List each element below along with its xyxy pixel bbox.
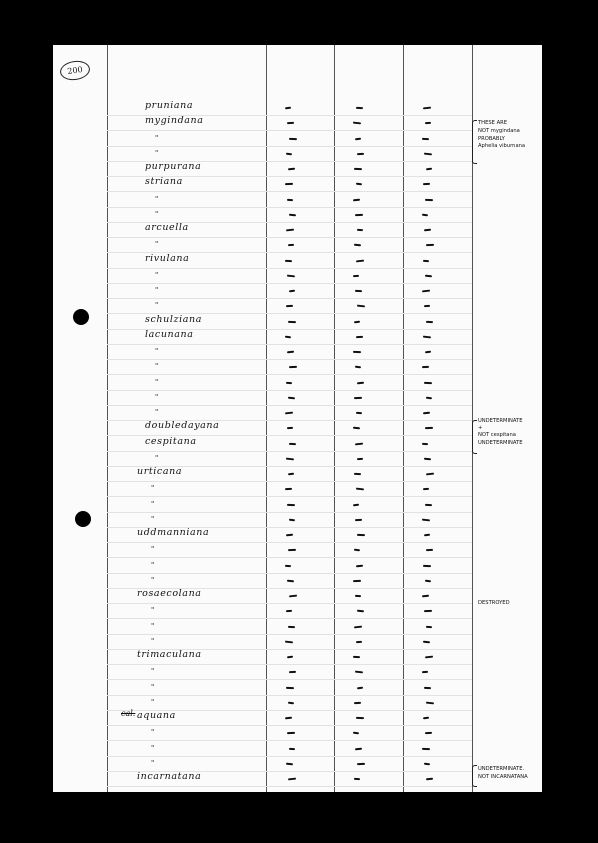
- ruled-line: [107, 634, 472, 635]
- ditto-mark: ": [155, 209, 159, 218]
- tally-dash: [286, 686, 294, 688]
- ruled-line: [107, 664, 472, 665]
- note-brace-2: [472, 420, 477, 454]
- tally-dash: [289, 518, 295, 520]
- tally-dash: [354, 625, 362, 627]
- species-name: mygindana: [145, 115, 204, 127]
- ditto-mark: ": [155, 453, 159, 462]
- ruled-line: [107, 146, 472, 147]
- ditto-mark: ": [151, 484, 155, 493]
- ditto-mark: ": [151, 667, 155, 676]
- ruled-line: [107, 618, 472, 619]
- tally-dash: [357, 458, 363, 460]
- tally-dash: [285, 335, 291, 337]
- tally-dash: [354, 320, 360, 322]
- ruled-line: [107, 374, 472, 375]
- tally-dash: [356, 717, 364, 719]
- ditto-mark: ": [155, 377, 159, 386]
- tally-dash: [425, 579, 431, 581]
- ruled-line: [107, 268, 472, 269]
- tally-dash: [424, 381, 432, 383]
- tally-dash: [422, 747, 430, 749]
- tally-dash: [423, 259, 429, 261]
- ruled-line: [107, 390, 472, 391]
- tally-dash: [357, 534, 365, 536]
- tally-dash: [355, 290, 362, 292]
- tally-dash: [422, 213, 428, 215]
- tally-dash: [423, 564, 431, 566]
- note-not-mygindana: THESE ARE NOT mygindana PROBABLY Aphelia viburnana: [478, 120, 526, 150]
- struck-out-word: cal.: [121, 709, 136, 718]
- ditto-mark: ": [155, 270, 159, 279]
- ruled-line: [107, 786, 472, 787]
- tally-dash: [354, 473, 361, 475]
- tally-dash: [288, 625, 295, 627]
- tally-dash: [422, 518, 430, 520]
- note-undeterminate-cespitana: UNDETERMINATE + NOT cespitana UNDETERMINATE: [478, 418, 523, 446]
- ruled-line: [107, 359, 472, 360]
- tally-dash: [288, 396, 295, 398]
- tally-dash: [426, 701, 434, 703]
- species-name: arcuella: [145, 222, 189, 233]
- species-name: rosaecolana: [137, 588, 202, 599]
- ruled-line: [107, 512, 472, 513]
- ditto-mark: ": [151, 560, 155, 569]
- tally-dash: [426, 320, 433, 322]
- tally-dash: [357, 763, 365, 765]
- tally-dash: [357, 153, 364, 155]
- tally-dash: [289, 747, 295, 749]
- tally-dash: [286, 381, 292, 383]
- tally-dash: [354, 168, 362, 170]
- tally-dash: [423, 640, 430, 642]
- ruled-line: [107, 344, 472, 345]
- ruled-line: [107, 603, 472, 604]
- ditto-mark: ": [151, 575, 155, 584]
- tally-dash: [287, 503, 295, 505]
- species-name: uddmanniana: [137, 527, 210, 538]
- ruled-line: [107, 130, 472, 131]
- note-not-incarnatana: UNDETERMINATE. NOT INCARNATANA: [478, 766, 528, 780]
- species-name: doubledayana: [145, 420, 220, 432]
- tally-dash: [353, 198, 360, 200]
- tally-dash: [289, 213, 296, 215]
- ditto-mark: ": [151, 697, 155, 706]
- ruled-line: [107, 298, 472, 299]
- tally-dash: [354, 702, 361, 704]
- tally-dash: [286, 762, 293, 764]
- tally-dash: [286, 457, 294, 459]
- tally-dash: [354, 778, 360, 780]
- species-name: trimaculana: [137, 649, 202, 660]
- ruled-line: [107, 542, 472, 543]
- punch-hole-upper: [73, 309, 89, 325]
- tally-dash: [355, 214, 363, 216]
- species-name: lacunana: [145, 328, 194, 340]
- tally-dash: [285, 259, 292, 261]
- ditto-mark: ": [155, 240, 159, 249]
- tally-dash: [353, 580, 361, 582]
- tally-dash: [353, 351, 361, 353]
- ruled-line: [107, 573, 472, 574]
- tally-dash: [287, 274, 295, 276]
- tally-dash: [422, 137, 429, 139]
- ditto-mark: ": [151, 728, 155, 737]
- tally-dash: [356, 336, 363, 338]
- tally-dash: [289, 442, 296, 444]
- tally-dash: [289, 137, 297, 139]
- tally-dash: [355, 442, 363, 444]
- ruled-line: [107, 679, 472, 680]
- species-name: urticana: [137, 466, 183, 477]
- tally-dash: [425, 503, 432, 505]
- ditto-mark: ": [151, 743, 155, 752]
- ditto-mark: ": [151, 499, 155, 508]
- tally-dash: [356, 107, 363, 109]
- species-name: aquana: [137, 710, 176, 721]
- ditto-mark: ": [151, 621, 155, 630]
- ruled-line: [107, 557, 472, 558]
- ditto-mark: ": [155, 408, 159, 416]
- tally-dash: [288, 701, 294, 703]
- ruled-line: [107, 283, 472, 284]
- note-brace-1: [472, 120, 477, 164]
- tally-dash: [353, 275, 359, 277]
- species-name: rivulana: [145, 252, 190, 264]
- tally-dash: [423, 335, 431, 337]
- tally-dash: [285, 564, 291, 566]
- tally-dash: [356, 641, 362, 643]
- ditto-mark: ": [155, 194, 159, 203]
- tally-dash: [356, 412, 362, 414]
- tally-dash: [424, 686, 431, 688]
- ditto-mark: ": [151, 514, 155, 523]
- note-destroyed: DESTROYED: [478, 600, 510, 606]
- ruled-line: [107, 237, 472, 238]
- ruled-line: [107, 695, 472, 696]
- ruled-line: [107, 496, 472, 497]
- tally-dash: [355, 519, 362, 521]
- tally-dash: [424, 152, 432, 154]
- tally-dash: [287, 198, 293, 200]
- tally-dash: [425, 274, 432, 276]
- species-name: schulziana: [145, 313, 202, 325]
- ruled-line: [107, 207, 472, 208]
- ditto-mark: ": [155, 301, 159, 310]
- tally-dash: [357, 686, 363, 688]
- ruled-line: [107, 451, 472, 452]
- note-brace-3: [472, 765, 477, 787]
- tally-dash: [426, 396, 432, 398]
- ditto-mark: ": [155, 133, 159, 142]
- tally-dash: [424, 457, 431, 459]
- tally-dash: [355, 137, 361, 139]
- ditto-mark: ": [151, 606, 155, 615]
- ruled-line: [107, 756, 472, 757]
- species-name: purpurana: [145, 161, 202, 172]
- species-name: incarnatana: [137, 771, 202, 782]
- page-number: 200: [59, 59, 91, 82]
- tally-dash: [356, 564, 363, 566]
- tally-dash: [426, 625, 432, 627]
- species-name: striana: [145, 176, 183, 188]
- tally-dash: [354, 397, 362, 399]
- tally-dash: [286, 152, 292, 154]
- species-name: cespitana: [145, 435, 197, 447]
- tally-dash: [422, 442, 428, 444]
- tally-dash: [355, 595, 361, 597]
- tally-dash: [287, 579, 294, 581]
- ditto-mark: ": [155, 347, 159, 355]
- ruled-line: [107, 481, 472, 482]
- ditto-mark: ": [151, 545, 155, 554]
- tally-dash: [285, 640, 293, 642]
- tally-dash: [353, 503, 359, 505]
- species-name: pruniana: [145, 100, 194, 111]
- ditto-mark: ": [155, 392, 159, 401]
- tally-dash: [357, 381, 364, 383]
- ditto-mark: ": [155, 362, 159, 371]
- ruled-line: [107, 725, 472, 726]
- tally-dash: [353, 656, 360, 658]
- tally-dash: [288, 320, 296, 322]
- tally-dash: [355, 747, 362, 749]
- ditto-mark: ": [155, 148, 159, 157]
- ditto-mark: ": [155, 286, 159, 294]
- ruled-line: [107, 740, 472, 741]
- ditto-mark: ": [151, 758, 155, 767]
- punch-hole-lower: [75, 511, 91, 527]
- ruled-line: [107, 405, 472, 406]
- tally-dash: [357, 229, 363, 231]
- ditto-mark: ": [151, 682, 155, 691]
- ditto-mark: ": [151, 636, 155, 645]
- tally-dash: [424, 762, 430, 764]
- tally-dash: [425, 198, 433, 200]
- ruled-line: [107, 191, 472, 192]
- tally-dash: [356, 259, 364, 261]
